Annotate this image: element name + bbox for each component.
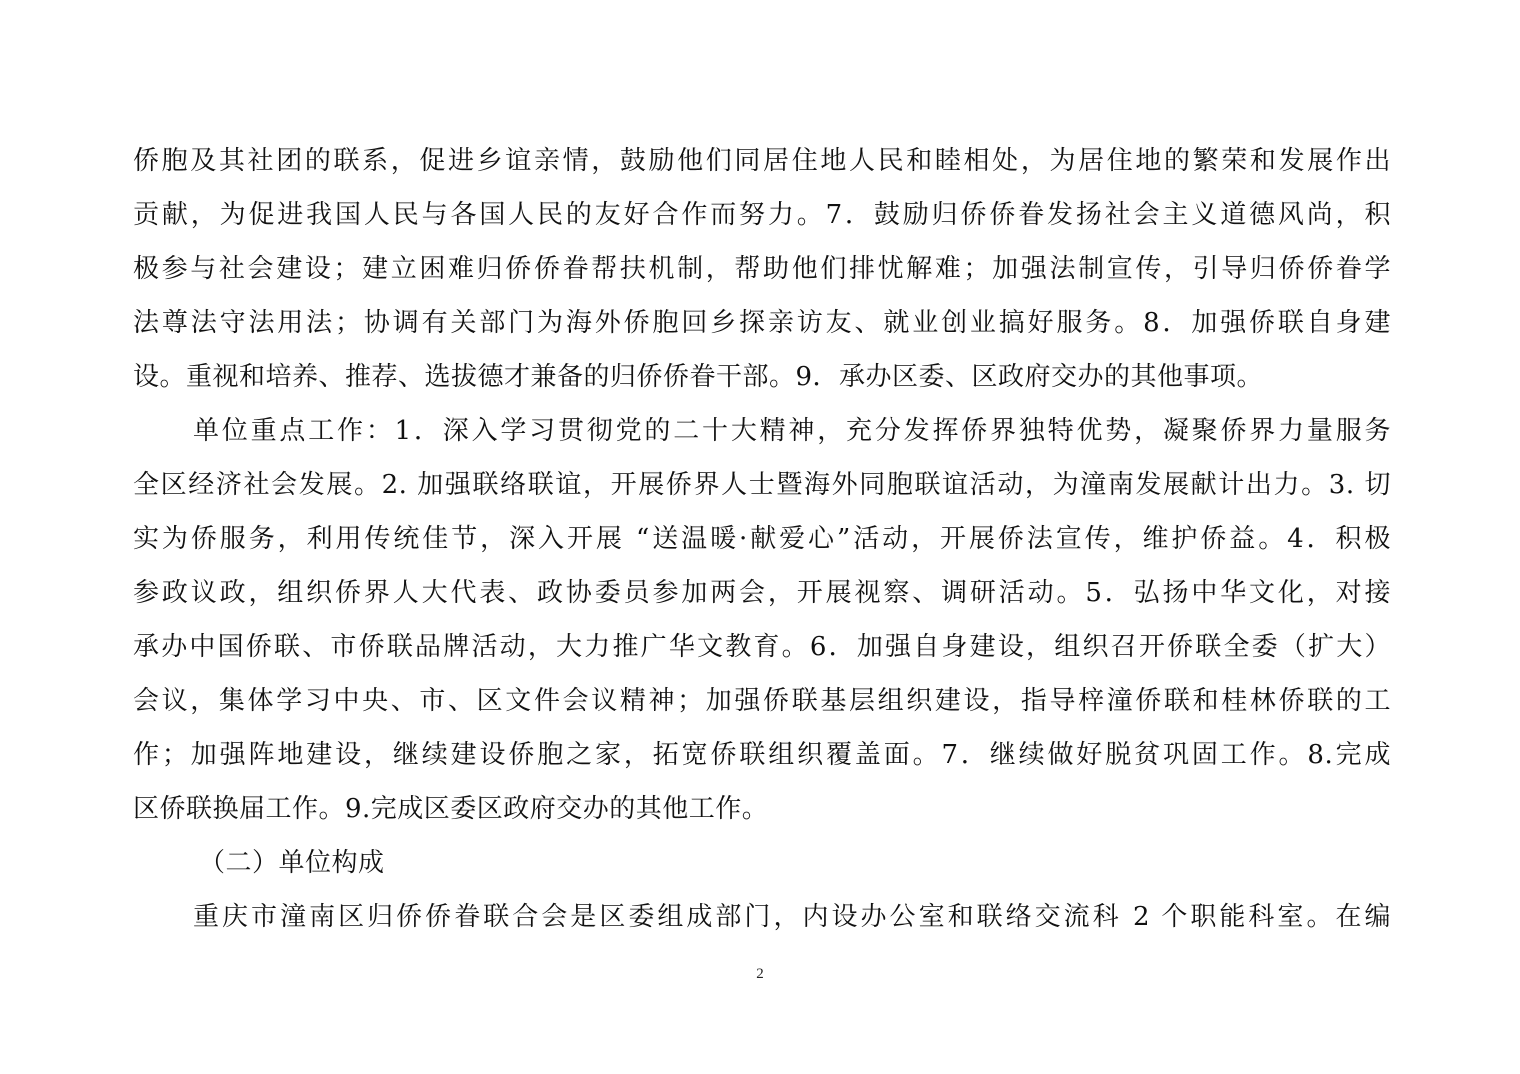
section-heading: （二）单位构成 bbox=[199, 848, 385, 878]
text-line: 侨胞及其社团的联系，促进乡谊亲情，鼓励他们同居住地人民和睦相处，为居住地的繁荣和发展作出 bbox=[133, 146, 1391, 176]
text-line: 重庆市潼南区归侨侨眷联合会是区委组成部门，内设办公室和联络交流科 2 个职能科室。在编 bbox=[193, 902, 1391, 932]
page-number: 2 bbox=[756, 966, 764, 982]
text-line: 参政议政，组织侨界人大代表、政协委员参加两会，开展视察、调研活动。5．弘扬中华文化，对接 bbox=[133, 578, 1391, 608]
text-line: 承办中国侨联、市侨联品牌活动，大力推广华文教育。6．加强自身建设，组织召开侨联全委（扩大） bbox=[133, 632, 1391, 662]
text-line: 区侨联换届工作。9.完成区委区政府交办的其他工作。 bbox=[133, 794, 769, 824]
text-line: 法尊法守法用法；协调有关部门为海外侨胞回乡探亲访友、就业创业搞好服务。8．加强侨联自身建 bbox=[133, 308, 1391, 338]
text-line: 贡献，为促进我国人民与各国人民的友好合作而努力。7．鼓励归侨侨眷发扬社会主义道德风尚，积 bbox=[133, 200, 1391, 230]
text-line: 极参与社会建设；建立困难归侨侨眷帮扶机制，帮助他们排忧解难；加强法制宣传，引导归侨侨眷学 bbox=[133, 254, 1391, 284]
body-text bbox=[133, 140, 1391, 950]
text-line: 单位重点工作：1．深入学习贯彻党的二十大精神，充分发挥侨界独特优势，凝聚侨界力量服务 bbox=[193, 416, 1391, 446]
text-line: 作；加强阵地建设，继续建设侨胞之家，拓宽侨联组织覆盖面。7．继续做好脱贫巩固工作。8.完成 bbox=[133, 740, 1391, 770]
text-line: 实为侨服务，利用传统佳节，深入开展 “送温暖·献爱心”活动，开展侨法宣传，维护侨益。4．积极 bbox=[133, 524, 1391, 554]
text-line: 设。重视和培养、推荐、选拔德才兼备的归侨侨眷干部。9．承办区委、区政府交办的其他事项。 bbox=[133, 362, 1264, 392]
text-line: 会议，集体学习中央、市、区文件会议精神；加强侨联基层组织建设，指导梓潼侨联和桂林侨联的工 bbox=[133, 686, 1391, 716]
text-line: 全区经济社会发展。2. 加强联络联谊，开展侨界人士暨海外同胞联谊活动，为潼南发展献计出力。3. 切 bbox=[133, 470, 1391, 500]
